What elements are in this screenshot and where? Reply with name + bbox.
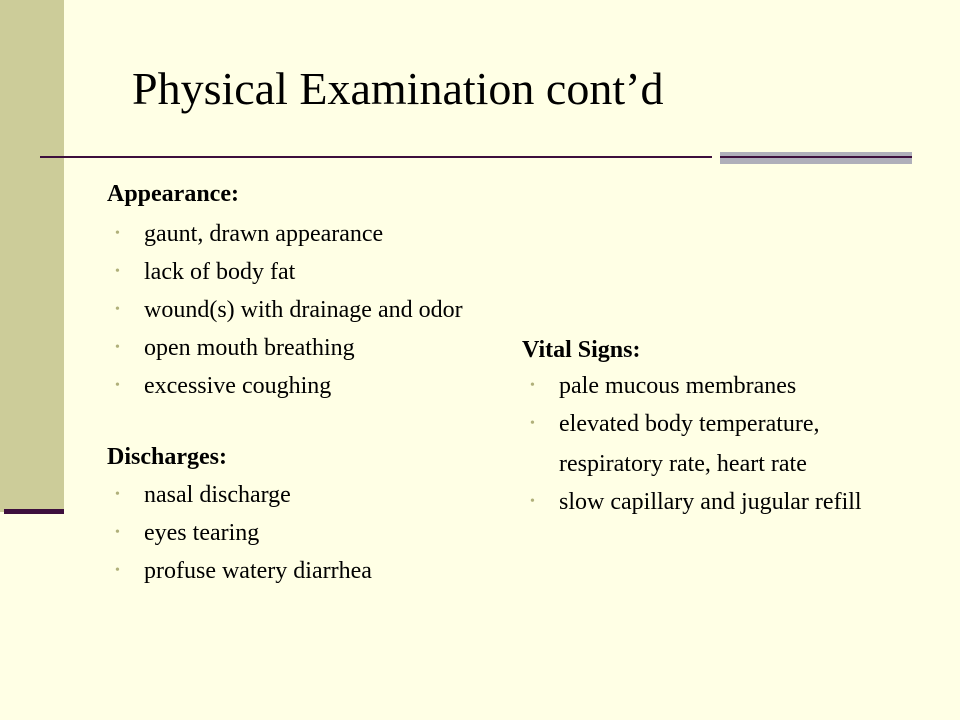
vital-signs-item-2 (522, 412, 942, 436)
vital-signs-item-1 (522, 374, 942, 398)
vital-signs-continuation: respiratory rate, heart rate (559, 451, 807, 477)
left-column (107, 180, 512, 583)
bullet-icon: • (530, 378, 535, 393)
appearance-list (107, 222, 512, 398)
appearance-item-text: lack of body fat (144, 259, 296, 285)
appearance-item-4 (107, 336, 512, 360)
bullet-icon: • (115, 226, 120, 241)
bullet-icon: • (530, 416, 535, 431)
vital-signs-list-cont (522, 490, 942, 514)
vital-signs-item-text: slow capillary and jugular refill (559, 489, 862, 515)
appearance-item-text: open mouth breathing (144, 335, 355, 361)
bullet-icon: • (115, 340, 120, 355)
title-divider-line (40, 156, 712, 158)
appearance-heading: Appearance: (107, 181, 239, 207)
bullet-icon: • (530, 494, 535, 509)
discharges-item-text: nasal discharge (144, 482, 291, 508)
discharges-item-text: eyes tearing (144, 520, 260, 546)
discharges-item-2 (107, 521, 512, 545)
bullet-icon: • (115, 563, 120, 578)
right-column (522, 336, 942, 514)
appearance-item-text: wound(s) with drainage and odor (144, 297, 463, 323)
bullet-icon: • (115, 487, 120, 502)
appearance-item-text: excessive coughing (144, 373, 332, 399)
vital-signs-list (522, 374, 942, 436)
appearance-item-5 (107, 374, 512, 398)
slide-title: Physical Examination cont’d (132, 63, 664, 114)
bullet-icon: • (115, 378, 120, 393)
left-sidebar-band (0, 0, 64, 512)
bullet-icon: • (115, 264, 120, 279)
appearance-item-text: gaunt, drawn appearance (144, 221, 384, 247)
appearance-item-3 (107, 298, 512, 322)
discharges-item-1 (107, 483, 512, 507)
discharges-list (107, 483, 512, 583)
discharges-heading: Discharges: (107, 444, 227, 470)
vital-signs-item-text: pale mucous membranes (559, 373, 797, 399)
sidebar-accent-line (4, 509, 64, 514)
title-divider-accent (720, 152, 912, 164)
vital-signs-item-text: elevated body temperature, (559, 411, 820, 437)
vital-signs-heading: Vital Signs: (522, 337, 641, 363)
discharges-item-3 (107, 559, 512, 583)
appearance-item-1 (107, 222, 512, 246)
bullet-icon: • (115, 302, 120, 317)
appearance-item-2 (107, 260, 512, 284)
bullet-icon: • (115, 525, 120, 540)
vital-signs-item-3 (522, 490, 942, 514)
discharges-item-text: profuse watery diarrhea (144, 558, 372, 584)
